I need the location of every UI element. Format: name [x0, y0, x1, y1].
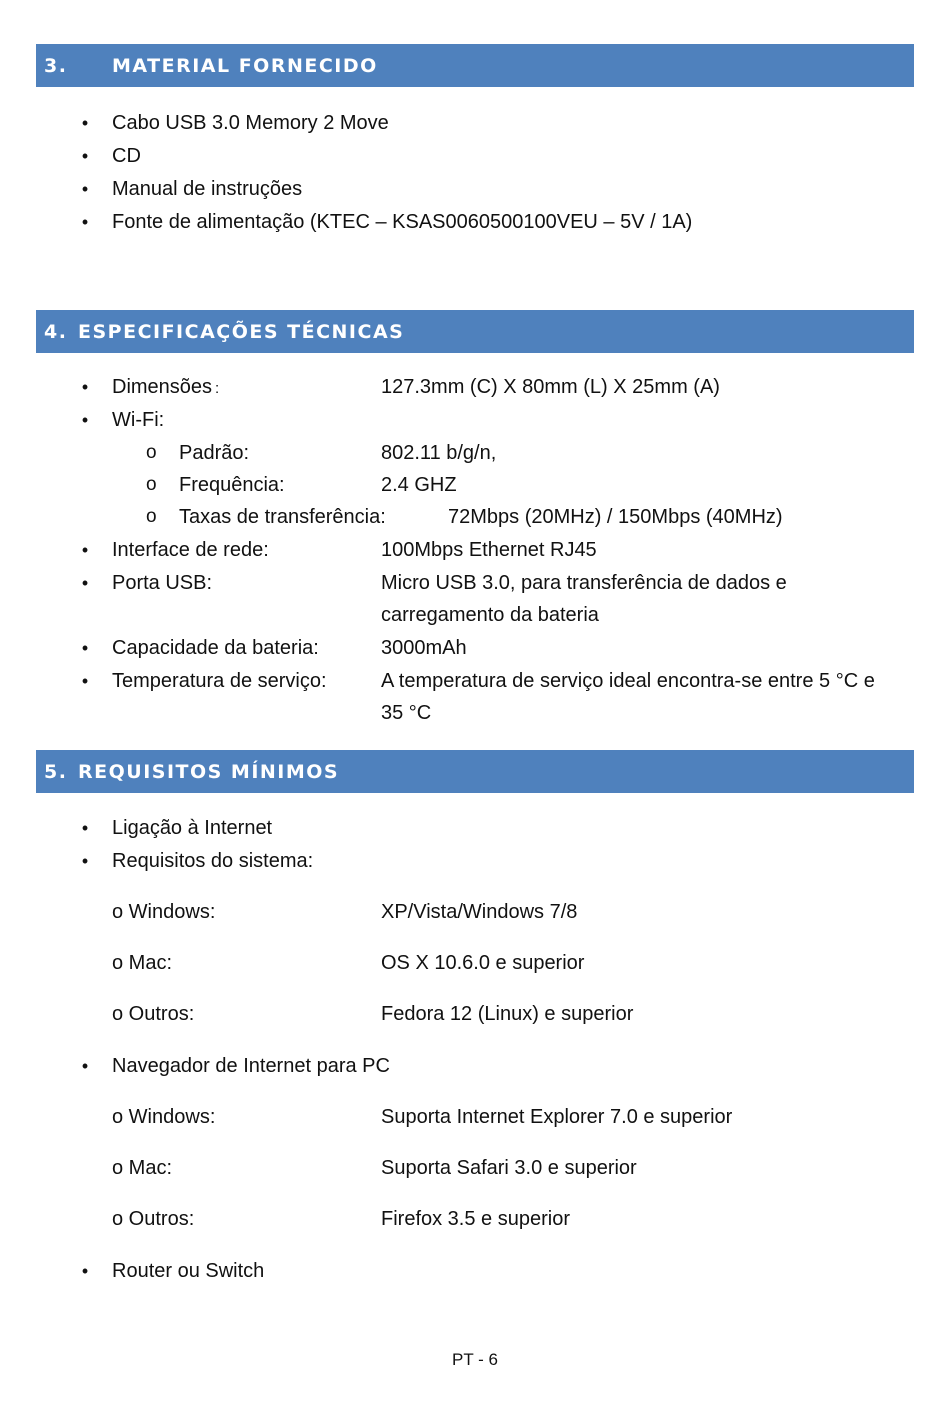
spec-label: Porta USB:	[112, 572, 213, 594]
spec-value: carregamento da bateria	[381, 604, 599, 626]
req-text: Navegador de Internet para PC	[112, 1055, 390, 1077]
bullet-icon: •	[81, 1261, 89, 1281]
req-label: o Mac:	[112, 1157, 173, 1179]
req-text: Ligação à Internet	[112, 817, 273, 839]
req-row-router	[0, 1256, 950, 1286]
req-label: o Outros:	[112, 1003, 195, 1025]
list-item	[0, 174, 950, 204]
section-header-material	[36, 44, 914, 87]
spec-row-temperatura-cont	[0, 698, 950, 728]
req-subrow-sistema-outros	[0, 999, 950, 1029]
req-value: XP/Vista/Windows 7/8	[381, 901, 578, 923]
bullet-icon: •	[81, 212, 89, 232]
spec-value: 72Mbps (20MHz) / 150Mbps (40MHz)	[448, 506, 783, 528]
spec-value: 35 °C	[381, 702, 432, 724]
item-text: CD	[112, 145, 141, 167]
req-value: OS X 10.6.0 e superior	[381, 952, 585, 974]
section-number: 4.	[44, 320, 68, 343]
req-subrow-sistema-windows	[0, 897, 950, 927]
spec-subrow-padrao	[0, 438, 950, 468]
spec-label: Wi-Fi:	[112, 409, 165, 431]
section-number: 5.	[44, 760, 68, 783]
spec-label: Padrão:	[179, 442, 250, 464]
req-subrow-nav-mac	[0, 1153, 950, 1183]
spec-subrow-taxas	[0, 502, 950, 532]
section-header-especificacoes	[36, 310, 914, 353]
spec-value: 2.4 GHZ	[381, 474, 457, 496]
sub-bullet-icon: o	[146, 442, 157, 463]
bullet-icon: •	[81, 410, 89, 430]
req-label: o Outros:	[112, 1208, 195, 1230]
item-text: Cabo USB 3.0 Memory 2 Move	[112, 112, 389, 134]
section-title: REQUISITOS MÍNIMOS	[78, 760, 340, 783]
section-number: 3.	[44, 54, 68, 77]
spec-value: Micro USB 3.0, para transferência de dados e	[381, 572, 787, 594]
spec-label: Interface de rede:	[112, 539, 269, 561]
section-header-requisitos	[36, 750, 914, 793]
bullet-icon: •	[81, 671, 89, 691]
spec-label: Taxas de transferência:	[179, 506, 386, 528]
list-item	[0, 207, 950, 237]
spec-row-capacidade	[0, 633, 950, 663]
spec-row-interface	[0, 535, 950, 565]
item-text: Manual de instruções	[112, 178, 303, 200]
spec-value: 100Mbps Ethernet RJ45	[381, 539, 597, 561]
bullet-icon: •	[81, 818, 89, 838]
section-title: MATERIAL FORNECIDO	[112, 54, 378, 77]
spec-value: 3000mAh	[381, 637, 467, 659]
req-label: o Windows:	[112, 901, 216, 923]
spec-row-dimensoes	[0, 372, 950, 402]
spec-label	[112, 372, 219, 404]
req-label: o Windows:	[112, 1106, 216, 1128]
req-value: Fedora 12 (Linux) e superior	[381, 1003, 634, 1025]
sub-bullet-icon: o	[146, 506, 157, 527]
spec-row-porta-cont	[0, 600, 950, 630]
spec-label-text: Dimensões	[112, 376, 213, 398]
spec-colon: :	[215, 380, 220, 397]
bullet-icon: •	[81, 638, 89, 658]
spec-row-temperatura	[0, 666, 950, 696]
req-text: Requisitos do sistema:	[112, 850, 314, 872]
item-text: Fonte de alimentação (KTEC – KSAS0060500100VEU – 5V / 1A)	[112, 211, 693, 233]
list-item	[0, 108, 950, 138]
spec-value: 127.3mm (C) X 80mm (L) X 25mm (A)	[381, 376, 720, 398]
sub-bullet-icon: o	[146, 474, 157, 495]
req-row-sistema	[0, 846, 950, 876]
spec-value: 802.11 b/g/n,	[381, 442, 497, 464]
req-value: Suporta Internet Explorer 7.0 e superior	[381, 1106, 733, 1128]
bullet-icon: •	[81, 573, 89, 593]
req-subrow-nav-outros	[0, 1204, 950, 1234]
bullet-icon: •	[81, 146, 89, 166]
section-title: ESPECIFICAÇÕES TÉCNICAS	[78, 320, 405, 343]
bullet-icon: •	[81, 179, 89, 199]
list-item	[0, 141, 950, 171]
bullet-icon: •	[81, 377, 89, 397]
bullet-icon: •	[81, 540, 89, 560]
spec-subrow-frequencia	[0, 470, 950, 500]
spec-value: A temperatura de serviço ideal encontra-se entre 5 °C e	[381, 670, 875, 692]
req-row-navegador	[0, 1051, 950, 1081]
req-subrow-sistema-mac	[0, 948, 950, 978]
req-value: Firefox 3.5 e superior	[381, 1208, 570, 1230]
page-number: PT - 6	[452, 1350, 498, 1369]
spec-row-wifi	[0, 405, 950, 435]
spec-row-porta	[0, 568, 950, 598]
req-subrow-nav-windows	[0, 1102, 950, 1132]
req-text: Router ou Switch	[112, 1260, 265, 1282]
spec-label: Temperatura de serviço:	[112, 670, 327, 692]
bullet-icon: •	[81, 1056, 89, 1076]
req-row-ligacao	[0, 813, 950, 843]
spec-label: Frequência:	[179, 474, 285, 496]
bullet-icon: •	[81, 851, 89, 871]
req-label: o Mac:	[112, 952, 173, 974]
spec-label: Capacidade da bateria:	[112, 637, 319, 659]
bullet-icon: •	[81, 113, 89, 133]
req-value: Suporta Safari 3.0 e superior	[381, 1157, 637, 1179]
